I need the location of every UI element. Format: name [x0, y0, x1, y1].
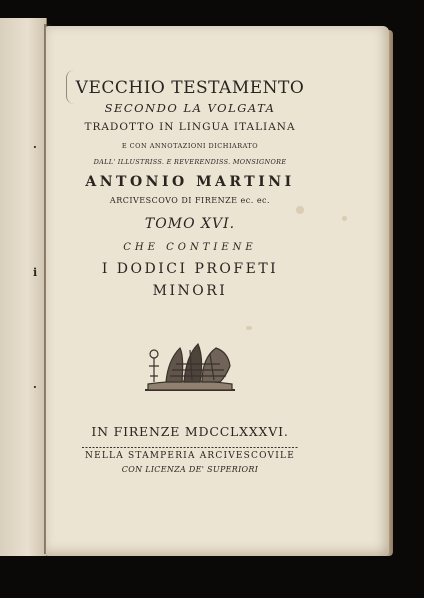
- foxing-spot: [296, 206, 304, 214]
- author-name: ANTONIO MARTINI: [85, 174, 295, 190]
- subject-line-1: I DODICI PROFETI: [101, 261, 279, 277]
- bleed-through-mark: .: [33, 138, 37, 151]
- foxing-spot: [246, 326, 252, 330]
- annotation-line: E CON ANNOTAZIONI DICHIARATO: [121, 142, 259, 150]
- printer-line: NELLA STAMPERIA ARCIVESCOVILE: [85, 451, 295, 461]
- ornamental-rule: [82, 446, 298, 449]
- foxing-spot: [342, 216, 347, 221]
- volume-number: TOMO XVI.: [144, 216, 236, 232]
- subject-line-2: MINORI: [152, 283, 228, 299]
- title-subline: SECONDO LA VOLGATA: [104, 101, 276, 115]
- bleed-through-mark: i: [33, 266, 38, 279]
- license-line: CON LICENZA DE' SUPERIORI: [121, 465, 259, 474]
- author-title: ARCIVESCOVO DI FIRENZE ec. ec.: [109, 196, 271, 205]
- bleed-through-mark: .: [33, 378, 37, 391]
- book-title: VECCHIO TESTAMENTO: [75, 78, 305, 98]
- translation-line: TRADOTTO IN LINGUA ITALIANA: [84, 121, 296, 133]
- imprint-place-date: IN FIRENZE MDCCLXXXVI.: [91, 424, 289, 439]
- honorific-line: DALL' ILLUSTRISS. E REVERENDISS. MONSIGNORE: [93, 158, 287, 166]
- printer-device-ornament-icon: [140, 336, 240, 396]
- contains-line: CHE CONTIENE: [123, 242, 257, 253]
